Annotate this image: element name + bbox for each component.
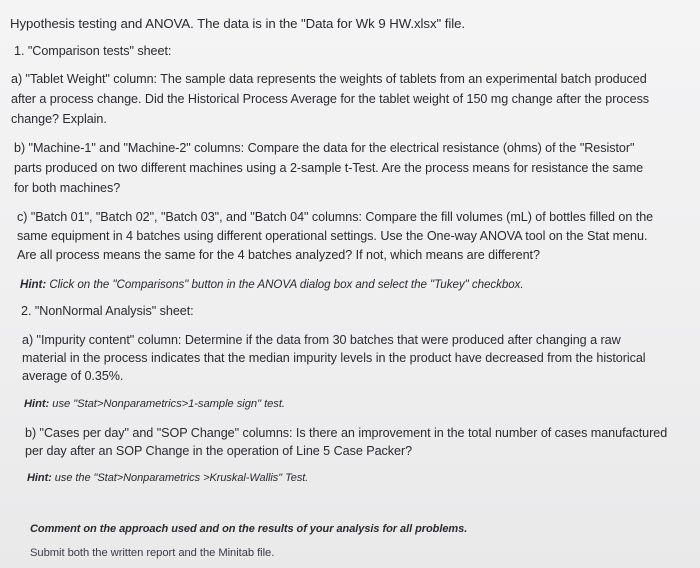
section-2-part-b-line-1: b) "Cases per day" and "SOP Change" columns: Is there an improvement in the total number of cases manufactured: [25, 426, 668, 440]
hint-text: Click on the "Comparisons" button in the ANOVA dialog box and select the "Tukey" checkbox.: [46, 278, 524, 291]
hint-label: Hint:: [20, 278, 47, 291]
section-1-part-b-line-3: for both machines?: [14, 181, 121, 195]
section-1-part-b-line-2: parts produced on two different machines using a 2-sample t-Test. Are the process means for resistance the same: [14, 161, 644, 175]
section-2-hint-a: [24, 397, 285, 412]
section-1-part-c-line-2: same equipment in 4 batches using different operational settings. Use the One-way ANOVA tool on the Stat menu.: [17, 229, 648, 243]
section-1-part-b-line-1: b) "Machine-1" and "Machine-2" columns: Compare the data for the electrical resistance (ohms) of the "Resistor": [14, 141, 635, 155]
section-1-part-c-line-1: c) "Batch 01", "Batch 02", "Batch 03", and "Batch 04" columns: Compare the fill volumes (mL) of bottles filled on the: [17, 210, 654, 224]
document-title: Hypothesis testing and ANOVA. The data is in the "Data for Wk 9 HW.xlsx" file.: [10, 16, 466, 31]
section-2-hint-b: [27, 471, 308, 486]
section-1-part-a-line-2: after a process change. Did the Historical Process Average for the tablet weight of 150 mg change after the process: [11, 92, 650, 106]
section-1-hint: [20, 277, 524, 292]
submit-instruction: Submit both the written report and the Minitab file.: [30, 547, 275, 559]
section-2-heading: 2. "NonNormal Analysis" sheet:: [21, 304, 194, 318]
section-1-heading: 1. "Comparison tests" sheet:: [14, 44, 172, 58]
section-1-part-c-line-3: Are all process means the same for the 4 batches analyzed? If not, which means are different?: [17, 248, 540, 262]
section-2-part-a-line-1: a) "Impurity content" column: Determine if the data from 30 batches that were produced after changing a raw: [22, 333, 621, 347]
hint-label: Hint:: [27, 472, 52, 484]
section-2-part-a-line-3: average of 0.35%.: [22, 369, 124, 383]
comment-instruction: Comment on the approach used and on the results of your analysis for all problems.: [30, 523, 468, 535]
hint-text: use the "Stat>Nonparametrics >Kruskal-Wallis" Test.: [51, 472, 309, 484]
section-1-part-a-line-1: a) "Tablet Weight" column: The sample data represents the weights of tablets from an experimental batch produced: [11, 72, 647, 86]
section-2-part-a-line-2: material in the process indicates that the median impurity levels in the product have decreased from the historical: [22, 351, 646, 365]
hint-label: Hint:: [24, 398, 50, 410]
section-1-part-a-line-3: change? Explain.: [11, 112, 107, 126]
section-2-part-b-line-2: per day after an SOP Change in the operation of Line 5 Case Packer?: [25, 444, 413, 458]
hint-text: use "Stat>Nonparametrics>1-sample sign" test.: [49, 398, 285, 410]
